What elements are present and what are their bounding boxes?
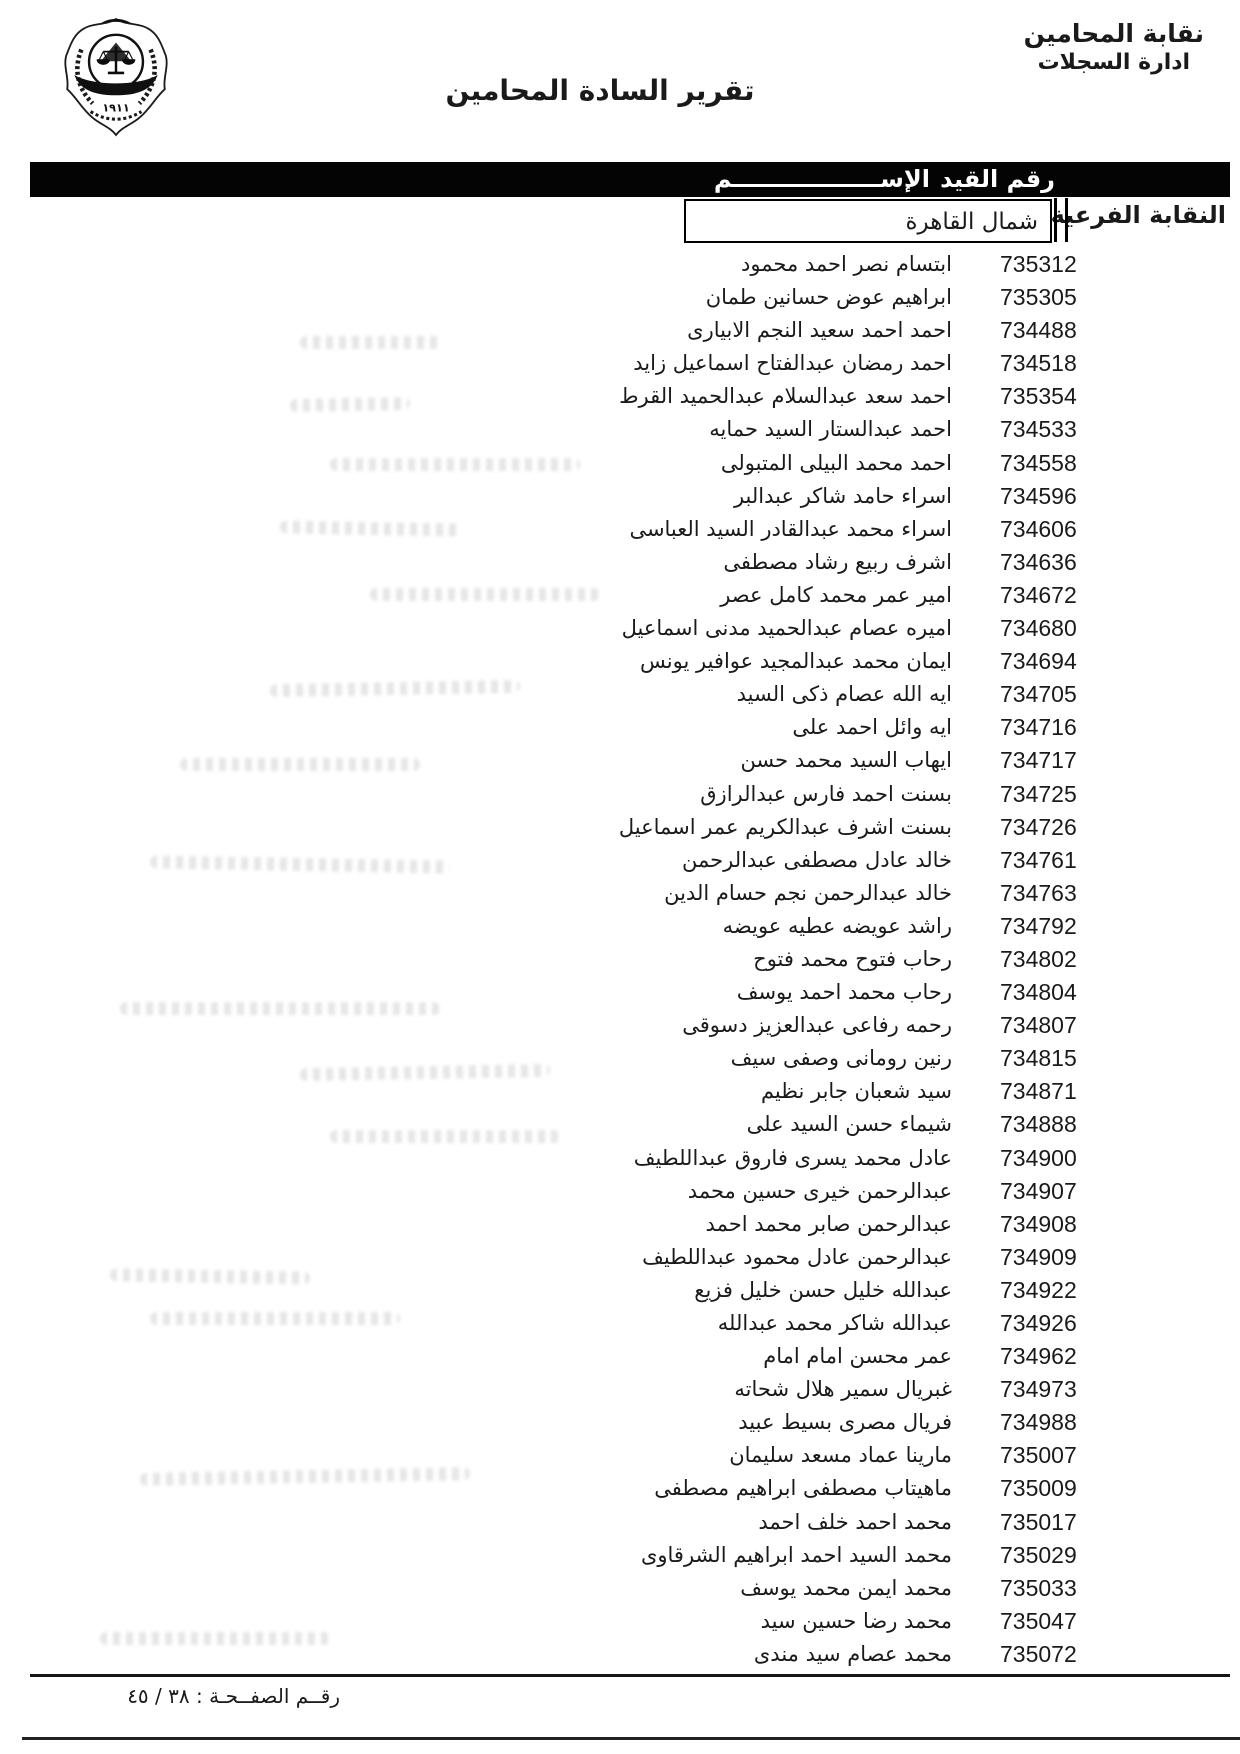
reg-no-cell: 735007 xyxy=(1000,1442,1077,1469)
table-row xyxy=(30,579,1230,612)
name-cell: عادل محمد يسرى فاروق عبداللطيف xyxy=(633,1145,952,1170)
reg-no-cell: 734694 xyxy=(1000,648,1077,675)
page-number: رقــم الصفــحـة : ٣٨ / ٤٥ xyxy=(127,1684,340,1708)
name-cell: عمر محسن امام امام xyxy=(763,1344,952,1369)
name-cell: خالد عبدالرحمن نجم حسام الدين xyxy=(664,880,952,905)
table-row xyxy=(30,1572,1230,1605)
reg-no-cell: 734908 xyxy=(1000,1210,1077,1237)
name-cell: غبريال سمير هلال شحاته xyxy=(734,1377,952,1402)
table-row xyxy=(30,380,1230,413)
table-row xyxy=(30,1142,1230,1175)
reg-no-cell: 734726 xyxy=(1000,813,1077,840)
table-row xyxy=(30,1340,1230,1373)
name-cell: بسنت احمد فارس عبدالرازق xyxy=(700,781,952,806)
reg-no-cell: 734804 xyxy=(1000,979,1077,1006)
table-row xyxy=(30,314,1230,347)
scan-artifact xyxy=(120,1002,440,1015)
reg-no-cell: 734488 xyxy=(1000,317,1077,344)
branch-label: النقابة الفرعية xyxy=(1050,201,1226,229)
table-row xyxy=(30,1108,1230,1141)
name-cell: سيد شعبان جابر نظيم xyxy=(760,1079,952,1104)
reg-no-cell: 734518 xyxy=(1000,350,1077,377)
report-title: تقرير السادة المحامين xyxy=(445,74,755,107)
org-header xyxy=(1024,18,1204,77)
name-cell: ماهيتاب مصطفى ابراهيم مصطفى xyxy=(654,1476,952,1501)
name-cell: رحاب محمد احمد يوسف xyxy=(736,980,952,1005)
name-cell: شيماء حسن السيد على xyxy=(746,1112,952,1137)
table-row xyxy=(30,1506,1230,1539)
reg-no-cell: 735312 xyxy=(1000,251,1077,277)
column-header-name: الإســــــــــــــــــم xyxy=(713,165,930,193)
name-cell: رحاب فتوح محمد فتوح xyxy=(753,946,952,971)
name-cell: راشد عويضه عطيه عويضه xyxy=(722,913,952,938)
reg-no-cell: 734680 xyxy=(1000,615,1077,642)
reg-no-cell: 735305 xyxy=(1000,284,1077,311)
name-cell: ابراهيم عوض حسانين طمان xyxy=(705,285,952,310)
name-cell: عبدالله خليل حسن خليل فزيع xyxy=(694,1277,952,1302)
table-row xyxy=(30,678,1230,711)
scan-artifact xyxy=(370,588,600,601)
name-cell: عبدالرحمن عادل محمود عبداللطيف xyxy=(642,1244,952,1269)
name-cell: ايهاب السيد محمد حسن xyxy=(740,748,952,773)
table-row xyxy=(30,1373,1230,1406)
name-cell: ايه الله عصام ذكى السيد xyxy=(736,682,952,707)
reg-no-cell: 734705 xyxy=(1000,681,1077,708)
reg-no-cell: 734606 xyxy=(1000,515,1077,542)
reg-no-cell: 734763 xyxy=(1000,879,1077,906)
table-row xyxy=(30,1208,1230,1241)
reg-no-cell: 734596 xyxy=(1000,482,1077,509)
table-header-bar xyxy=(30,162,1230,197)
table-row xyxy=(30,645,1230,678)
table-row xyxy=(30,778,1230,811)
bar-association-emblem xyxy=(54,14,178,138)
reg-no-cell: 734672 xyxy=(1000,581,1077,608)
reg-no-cell: 734792 xyxy=(1000,912,1077,939)
reg-no-cell: 734636 xyxy=(1000,548,1077,575)
emblem-graphic xyxy=(54,14,178,138)
org-department: ادارة السجلات xyxy=(1037,50,1191,76)
reg-no-cell: 735009 xyxy=(1000,1475,1077,1502)
reg-no-cell: 735047 xyxy=(1000,1607,1077,1634)
name-cell: اسراء حامد شاكر عبدالبر xyxy=(733,483,952,508)
name-cell: محمد عصام سيد مندى xyxy=(753,1641,952,1666)
reg-no-cell: 734909 xyxy=(1000,1243,1077,1270)
name-cell: رحمه رفاعى عبدالعزيز دسوقى xyxy=(682,1013,952,1038)
name-cell: محمد رضا حسين سيد xyxy=(760,1608,952,1633)
reg-no-cell: 734973 xyxy=(1000,1376,1077,1403)
reg-no-cell: 735017 xyxy=(1000,1508,1077,1535)
reg-no-cell: 734900 xyxy=(1000,1144,1077,1171)
reg-no-cell: 734533 xyxy=(1000,416,1077,443)
name-cell: محمد ايمن محمد يوسف xyxy=(740,1575,952,1600)
branch-value-box xyxy=(684,199,1052,243)
name-cell: ابتسام نصر احمد محمود xyxy=(741,252,952,276)
table-row xyxy=(30,447,1230,480)
reg-no-cell: 734871 xyxy=(1000,1078,1077,1105)
reg-no-cell: 734962 xyxy=(1000,1343,1077,1370)
table-row xyxy=(30,1042,1230,1075)
table-row xyxy=(30,910,1230,943)
name-cell: عبدالله شاكر محمد عبدالله xyxy=(717,1311,952,1335)
reg-no-cell: 735354 xyxy=(1000,383,1077,410)
reg-no-cell: 734558 xyxy=(1000,449,1077,476)
reg-no-cell: 734907 xyxy=(1000,1177,1077,1204)
name-cell: ايه وائل احمد على xyxy=(792,715,952,740)
table-row xyxy=(30,248,1230,281)
reg-no-cell: 734725 xyxy=(1000,780,1077,807)
reg-no-cell: 734922 xyxy=(1000,1276,1077,1303)
name-cell: مارينا عماد مسعد سليمان xyxy=(729,1443,952,1468)
name-cell: احمد عبدالستار السيد حمايه xyxy=(709,417,952,442)
name-cell: ايمان محمد عبدالمجيد عوافير يونس xyxy=(640,649,952,674)
reg-no-cell: 734716 xyxy=(1000,714,1077,741)
reg-no-cell: 734888 xyxy=(1000,1111,1077,1138)
branch-divider-bars xyxy=(1054,198,1068,242)
name-cell: احمد محمد البيلى المتبولى xyxy=(720,450,952,475)
reg-no-cell: 735029 xyxy=(1000,1541,1077,1568)
scan-artifact xyxy=(330,458,580,471)
table-row xyxy=(30,546,1230,579)
column-header-reg-no: رقم القيد xyxy=(940,165,1055,193)
reg-no-cell: 734926 xyxy=(1000,1310,1077,1336)
reg-no-cell: 735072 xyxy=(1000,1640,1077,1667)
emblem-year: ١٩١١ xyxy=(102,101,130,115)
name-cell: اميره عصام عبدالحميد مدنى اسماعيل xyxy=(621,616,952,641)
name-cell: بسنت اشرف عبدالكريم عمر اسماعيل xyxy=(618,814,952,839)
table-row xyxy=(30,1439,1230,1472)
name-cell: محمد احمد خلف احمد xyxy=(758,1509,952,1534)
reg-no-cell: 734717 xyxy=(1000,747,1077,774)
name-cell: اشرف ربيع رشاد مصطفى xyxy=(723,549,952,574)
table-row xyxy=(30,1241,1230,1274)
table-row xyxy=(30,1539,1230,1572)
table-row xyxy=(30,513,1230,546)
reg-no-cell: 734761 xyxy=(1000,846,1077,873)
reg-no-cell: 734815 xyxy=(1000,1045,1077,1072)
table-row xyxy=(30,1075,1230,1108)
name-cell: احمد رمضان عبدالفتاح اسماعيل زايد xyxy=(633,351,952,376)
branch-value: شمال القاهرة xyxy=(905,209,1038,235)
reg-no-cell: 734807 xyxy=(1000,1012,1077,1039)
org-name: نقابة المحامين xyxy=(1023,19,1204,48)
reg-no-cell: 735033 xyxy=(1000,1574,1077,1601)
table-row xyxy=(30,711,1230,744)
lawyers-table-body xyxy=(30,248,1230,1671)
reg-no-cell: 734988 xyxy=(1000,1409,1077,1436)
scan-artifact xyxy=(180,758,420,771)
reg-no-cell: 734802 xyxy=(1000,945,1077,972)
table-row xyxy=(30,1406,1230,1439)
name-cell: اسراء محمد عبدالقادر السيد العباسى xyxy=(629,516,952,541)
table-row xyxy=(30,811,1230,844)
name-cell: فريال مصرى بسيط عبيد xyxy=(738,1410,952,1435)
table-row xyxy=(30,877,1230,910)
footer-divider-top xyxy=(30,1674,1230,1677)
scan-artifact xyxy=(300,336,440,349)
table-row xyxy=(30,1175,1230,1208)
name-cell: عبدالرحمن خيرى حسين محمد xyxy=(687,1178,952,1203)
footer-divider-bottom xyxy=(22,1737,1240,1740)
name-cell: امير عمر محمد كامل عصر xyxy=(720,582,952,607)
table-row xyxy=(30,413,1230,446)
table-row xyxy=(30,943,1230,976)
name-cell: خالد عادل مصطفى عبدالرحمن xyxy=(682,847,952,872)
name-cell: احمد احمد سعيد النجم الابيارى xyxy=(687,318,952,343)
scan-artifact xyxy=(150,1312,400,1325)
name-cell: عبدالرحمن صابر محمد احمد xyxy=(705,1211,952,1236)
table-row xyxy=(30,347,1230,380)
name-cell: محمد السيد احمد ابراهيم الشرقاوى xyxy=(640,1542,952,1567)
table-row xyxy=(30,612,1230,645)
table-row xyxy=(30,480,1230,513)
table-row xyxy=(30,281,1230,314)
name-cell: رنين رومانى وصفى سيف xyxy=(730,1046,952,1071)
scan-artifact xyxy=(290,397,410,412)
scan-artifact xyxy=(330,1130,560,1143)
name-cell: احمد سعد عبدالسلام عبدالحميد القرط xyxy=(619,384,952,409)
scan-artifact xyxy=(100,1632,330,1645)
